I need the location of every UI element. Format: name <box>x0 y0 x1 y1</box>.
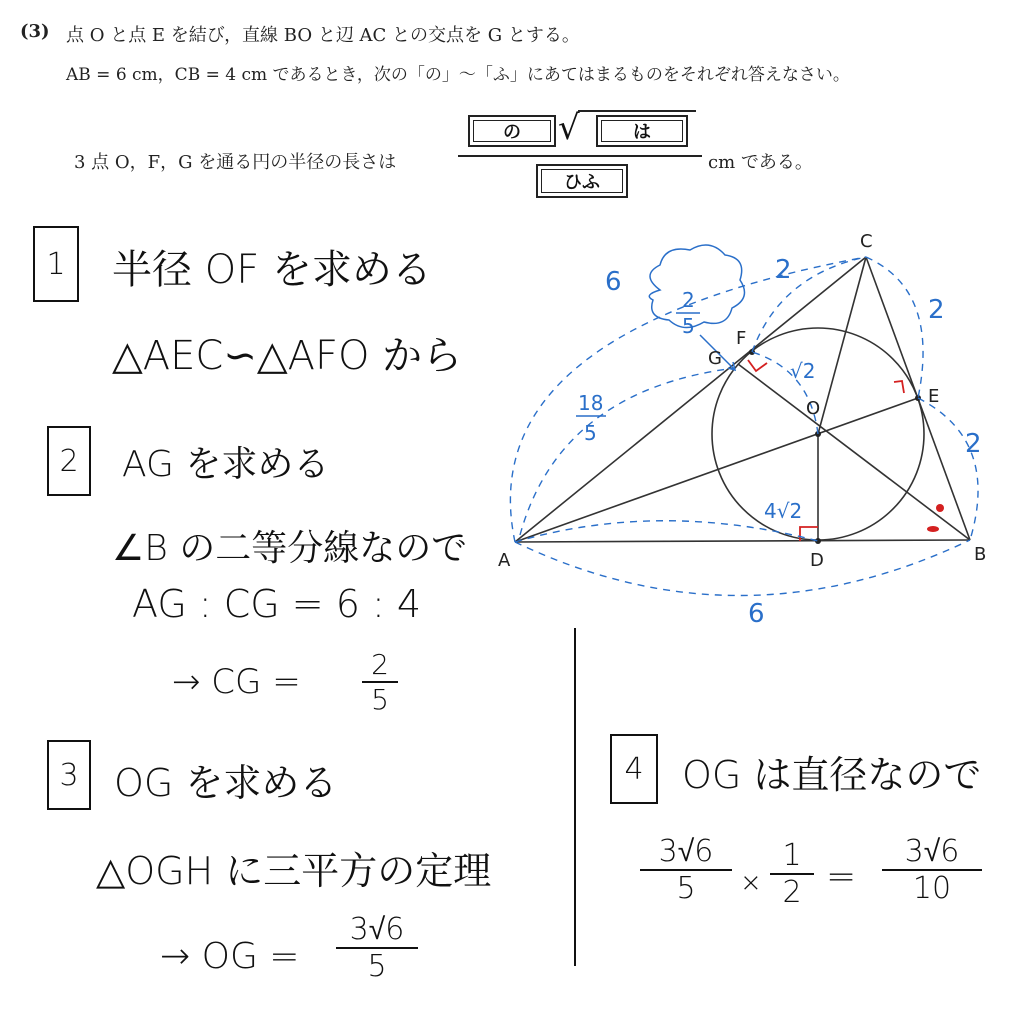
problem-number: (3) <box>20 21 50 42</box>
arc-AD <box>515 521 818 542</box>
blue-four-root2: 4√2 <box>764 499 803 523</box>
blue-two-right-bottom: 2 <box>965 429 982 459</box>
sqrt-symbol: √ <box>558 108 580 148</box>
step-4-fraction-c <box>882 834 982 906</box>
step-3-fraction <box>336 912 418 984</box>
step-4-times: × <box>740 868 762 898</box>
right-angle-F <box>748 360 767 371</box>
blue-six-bottom: 6 <box>748 599 765 629</box>
label-E: E <box>928 386 940 407</box>
step-4-a-den: 5 <box>676 871 696 906</box>
arc-OF <box>752 352 821 434</box>
blue-root2: √2 <box>790 359 816 383</box>
frac18-den: 5 <box>584 421 597 445</box>
step-2-frac-den: 5 <box>371 683 389 716</box>
point-E <box>915 395 921 401</box>
step-2-number: 2 <box>47 426 91 496</box>
step-4-a-num: 3√6 <box>658 834 714 869</box>
step-4-fraction-b <box>770 838 814 910</box>
arc-EB <box>918 398 978 540</box>
step-2-line-1: ∠B の二等分線なので <box>112 528 468 569</box>
step-2-line-2: AG : CG = 6 : 4 <box>132 582 422 626</box>
problem-line-3-prefix: 3 点 O，F，G を通る円の半径の長さは <box>74 152 397 173</box>
side-AC <box>515 257 866 542</box>
side-AB <box>515 540 970 542</box>
arc-AG <box>520 368 735 535</box>
answer-fraction <box>458 108 702 200</box>
step-2-title: AG を求める <box>122 444 330 485</box>
cloud-num: 2 <box>682 288 695 312</box>
step-4-b-num: 1 <box>782 838 802 873</box>
step-2-frac-num: 2 <box>371 648 389 681</box>
angle-dot-1 <box>936 504 944 512</box>
label-G: G <box>708 348 722 369</box>
label-A: A <box>498 550 511 571</box>
step-4-title: OG は直径なので <box>682 753 982 797</box>
sqrt-vinculum <box>578 110 696 112</box>
problem-line-2: AB = 6 cm，CB = 4 cm であるとき，次の「の」～「ふ」にあてはまるものをそれぞれ答えなさい。 <box>66 65 850 85</box>
point-F <box>749 349 755 355</box>
step-1-title: 半径 OF を求める <box>112 247 432 293</box>
step-3-arrow: → OG = <box>160 936 300 977</box>
label-O: O <box>806 398 821 419</box>
arc-CF <box>752 257 866 352</box>
step-3-frac-den: 5 <box>367 949 387 984</box>
label-C: C <box>860 231 873 252</box>
frac18-num: 18 <box>578 391 604 415</box>
step-2-fraction <box>362 648 398 716</box>
line-AE <box>515 398 918 542</box>
label-D: D <box>810 550 824 571</box>
callout-arrow <box>700 335 735 370</box>
step-4-c-den: 10 <box>912 871 952 906</box>
answer-box-no[interactable]: の <box>468 115 556 147</box>
answer-box-hifu[interactable]: ひふ <box>536 164 628 198</box>
vertical-divider <box>574 628 576 966</box>
problem-line-3-suffix: cm である。 <box>708 152 813 173</box>
answer-box-ha[interactable]: は <box>596 115 688 147</box>
step-3-line: △OGH に三平方の定理 <box>96 849 492 893</box>
arc-AB <box>515 540 970 596</box>
step-3-title: OG を求める <box>114 761 338 805</box>
line-BG <box>738 364 970 540</box>
problem-line-1: 点 O と点 E を結び，直線 BO と辺 AC との交点を G とする。 <box>66 25 580 46</box>
point-D <box>815 538 821 544</box>
blue-six-left: 6 <box>605 267 622 297</box>
step-3-frac-num: 3√6 <box>349 912 405 947</box>
step-4-equals: = <box>826 856 857 897</box>
step-1-line: △AEC∽△AFO から <box>112 333 463 379</box>
right-angle-E <box>894 381 904 393</box>
cloud-den: 5 <box>682 314 695 338</box>
fraction-bar <box>458 155 702 157</box>
step-4-c-num: 3√6 <box>904 834 960 869</box>
callout-cloud <box>649 245 744 328</box>
line-OC <box>818 257 866 434</box>
step-4-b-den: 2 <box>782 875 802 910</box>
side-BC <box>866 257 970 540</box>
step-2-arrow: → CG = <box>172 662 301 702</box>
step-1-number: 1 <box>33 226 79 302</box>
arc-CE <box>866 257 923 398</box>
right-angle-D <box>800 527 818 541</box>
step-4-number: 4 <box>610 734 658 804</box>
blue-two-top: 2 <box>775 255 792 285</box>
inscribed-circle <box>712 328 924 540</box>
angle-dot-2 <box>927 526 939 532</box>
label-B: B <box>974 544 987 565</box>
point-O <box>815 431 821 437</box>
label-F: F <box>736 328 747 349</box>
step-4-fraction-a <box>640 834 732 906</box>
arc-AC <box>510 257 866 542</box>
step-3-number: 3 <box>47 740 91 810</box>
blue-two-right-top: 2 <box>928 295 945 325</box>
